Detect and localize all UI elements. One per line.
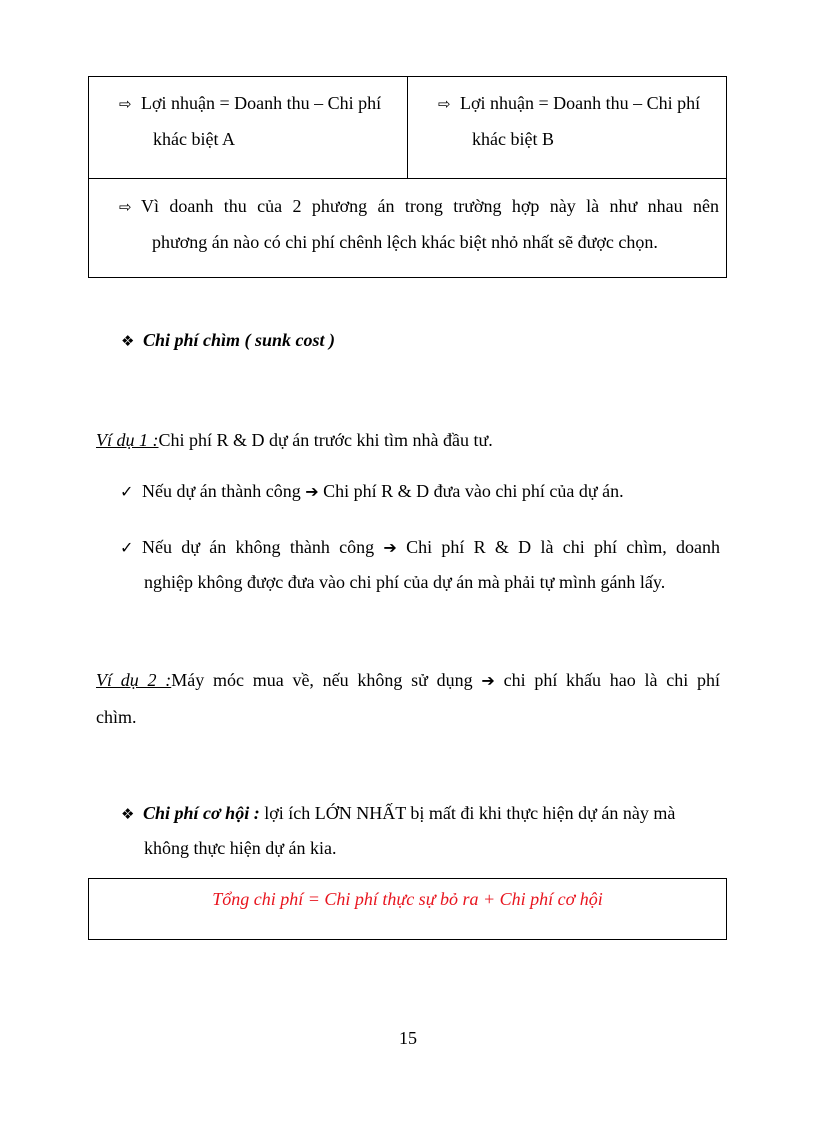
hollow-arrow-icon: ⇨ (119, 95, 132, 113)
right-arrow-icon: ➔ (305, 482, 319, 501)
cell-c-line1: Vì doanh thu của 2 phương án trong trường hợp này là như nhau nên (141, 196, 719, 216)
cell-c-line2: phương án nào có chi phí chênh lệch khác biệt nhỏ nhất sẽ được chọn. (152, 232, 658, 252)
bullet2-before: Nếu dự án không thành công (142, 537, 375, 557)
right-arrow-icon: ➔ (383, 538, 397, 557)
opportunity-cost-line2: không thực hiện dự án kia. (144, 838, 337, 858)
example1-paragraph (96, 428, 493, 452)
hollow-arrow-icon: ⇨ (438, 95, 451, 113)
opportunity-cost-paragraph (121, 796, 721, 865)
cell-a-line1: Lợi nhuận = Doanh thu – Chi phí (141, 93, 382, 113)
example1-bullet1 (120, 479, 624, 504)
sunk-cost-heading-text: Chi phí chìm ( sunk cost ) (143, 330, 336, 350)
table-row-divider (88, 178, 727, 179)
cell-a-line2: khác biệt A (153, 129, 235, 149)
example1-label: Ví dụ 1 : (96, 430, 159, 450)
table-column-divider (407, 76, 408, 178)
example1-bullet2 (120, 530, 720, 599)
total-cost-formula: Tổng chi phí = Chi phí thực sự bỏ ra + Chi phí cơ hội (212, 889, 603, 909)
bullet1-after: Chi phí R & D đưa vào chi phí của dự án. (323, 481, 624, 501)
bullet1-before: Nếu dự án thành công (142, 481, 301, 501)
checkmark-icon: ✓ (120, 538, 134, 557)
opportunity-cost-text: lợi ích LỚN NHẤT bị mất đi khi thực hiện dự án này mà (264, 803, 676, 823)
checkmark-icon: ✓ (120, 482, 134, 501)
example2-line1 (96, 662, 720, 699)
bullet2-line2: nghiệp không được đưa vào chi phí của dự án mà phải tự mình gánh lấy. (144, 572, 666, 592)
example2-label: Ví dụ 2 : (96, 670, 172, 690)
sunk-cost-heading (121, 330, 335, 351)
example1-text: Chi phí R & D dự án trước khi tìm nhà đầu tư. (158, 430, 493, 450)
diamond-bullet-icon: ❖ (121, 332, 135, 350)
right-arrow-icon: ➔ (481, 671, 495, 690)
opportunity-cost-heading: Chi phí cơ hội : (143, 803, 260, 823)
table-cell-a (119, 86, 381, 157)
page-number: 15 (399, 1028, 417, 1048)
hollow-arrow-icon: ⇨ (119, 198, 132, 216)
bullet2-after: Chi phí R & D là chi phí chìm, doanh (406, 537, 721, 557)
example2-before: Máy móc mua về, nếu không sử dụng (171, 670, 473, 690)
table-cell-c (119, 189, 719, 260)
table-cell-b (438, 86, 700, 157)
example2-paragraph (96, 662, 720, 735)
diamond-bullet-icon: ❖ (121, 805, 135, 823)
example2-line2: chìm. (96, 707, 137, 727)
bullet2-line1 (142, 530, 720, 565)
example2-after: chi phí khấu hao là chi phí (503, 670, 721, 690)
cell-b-line1: Lợi nhuận = Doanh thu – Chi phí (460, 93, 701, 113)
cell-b-line2: khác biệt B (472, 129, 554, 149)
